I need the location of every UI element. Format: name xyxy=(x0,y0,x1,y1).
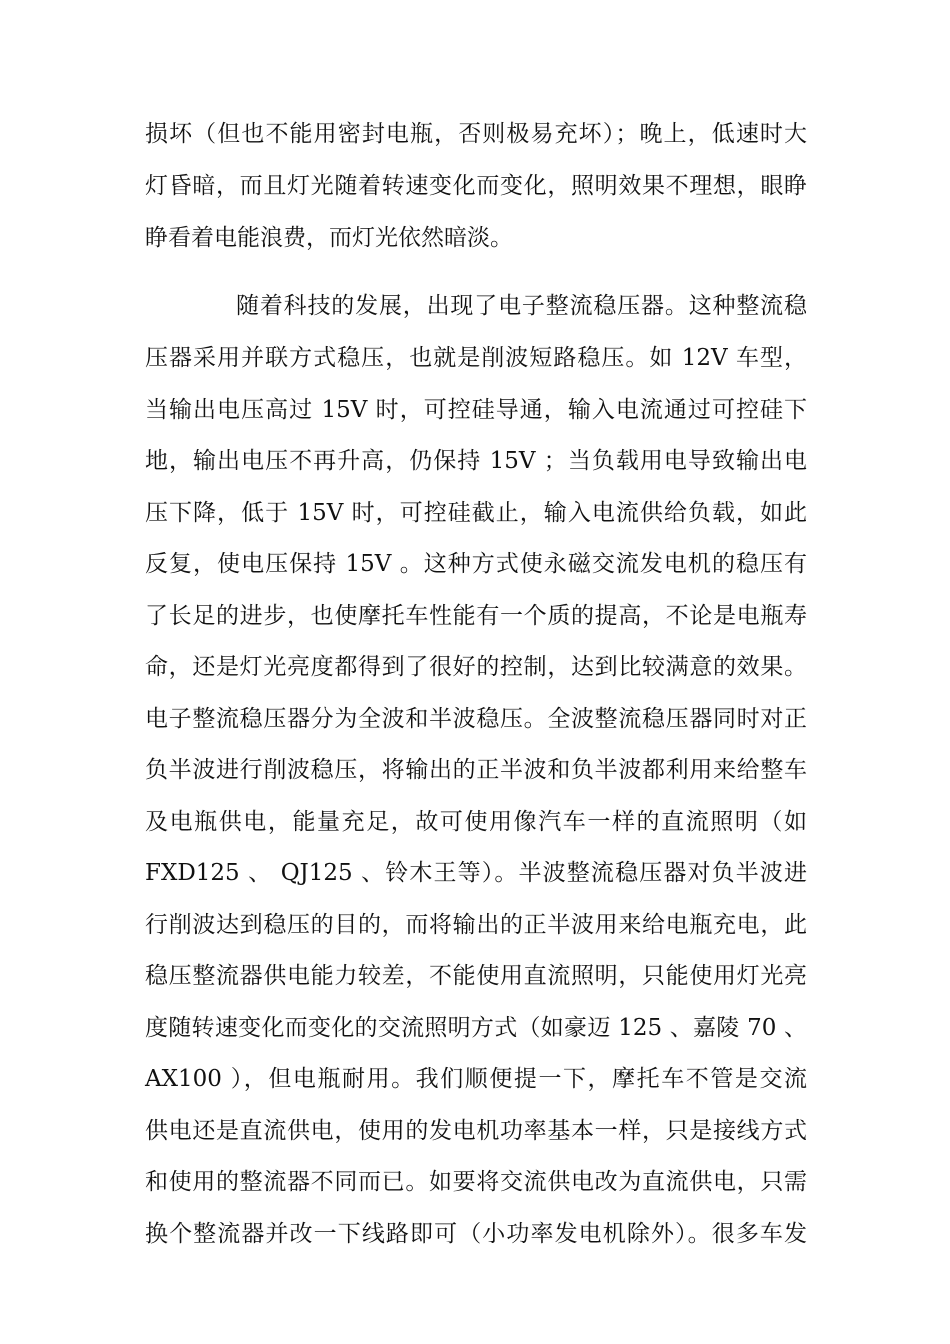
p2-line-18: 和使用的整流器不同而已。如要将交流供电改为直流供电，只需 xyxy=(145,1169,807,1195)
p2-line-2: 压器采用并联方式稳压，也就是削波短路稳压。如 12V 车型， xyxy=(145,345,807,371)
p2-line-16: AX100 ），但电瓶耐用。我们顺便提一下，摩托车不管是交流 xyxy=(145,1066,807,1092)
p2-line-13: 行削波达到稳压的目的，而将输出的正半波用来给电瓶充电，此 xyxy=(145,912,807,938)
p2-line-1: 随着科技的发展，出现了电子整流稳压器。这种整流稳 xyxy=(236,293,807,319)
p2-line-7: 了长足的进步，也使摩托车性能有一个质的提高，不论是电瓶寿 xyxy=(145,603,807,629)
p2-line-17: 供电还是直流供电，使用的发电机功率基本一样，只是接线方式 xyxy=(145,1118,807,1144)
p2-line-11: 及电瓶供电，能量充足，故可使用像汽车一样的直流照明（如 xyxy=(145,809,807,835)
p2-line-4: 地，输出电压不再升高，仍保持 15V ；当负载用电导致输出电 xyxy=(145,448,807,474)
p2-line-9: 电子整流稳压器分为全波和半波稳压。全波整流稳压器同时对正 xyxy=(145,706,807,732)
p1-line-3: 睁看着电能浪费，而灯光依然暗淡。 xyxy=(145,225,513,251)
p2-line-12: FXD125 、 QJ125 、铃木王等）。半波整流稳压器对负半波进 xyxy=(145,860,807,886)
p1-line-2: 灯昏暗，而且灯光随着转速变化而变化，照明效果不理想，眼睁 xyxy=(145,173,807,199)
p1-line-1: 损坏（但也不能用密封电瓶，否则极易充坏）；晚上，低速时大 xyxy=(145,121,807,147)
p2-line-6: 反复，使电压保持 15V 。这种方式使永磁交流发电机的稳压有 xyxy=(145,551,807,577)
p2-line-19: 换个整流器并改一下线路即可（小功率发电机除外）。很多车发 xyxy=(145,1221,807,1247)
p2-line-15: 度随转速变化而变化的交流照明方式（如豪迈 125 、嘉陵 70 、 xyxy=(145,1015,807,1041)
p2-line-3: 当输出电压高过 15V 时，可控硅导通，输入电流通过可控硅下 xyxy=(145,397,807,423)
p2-line-10: 负半波进行削波稳压，将输出的正半波和负半波都利用来给整车 xyxy=(145,757,807,783)
p2-line-14: 稳压整流器供电能力较差，不能使用直流照明，只能使用灯光亮 xyxy=(145,963,807,989)
p2-line-5: 压下降，低于 15V 时，可控硅截止，输入电流供给负载，如此 xyxy=(145,500,807,526)
p2-line-8: 命，还是灯光亮度都得到了很好的控制，达到比较满意的效果。 xyxy=(145,654,807,680)
